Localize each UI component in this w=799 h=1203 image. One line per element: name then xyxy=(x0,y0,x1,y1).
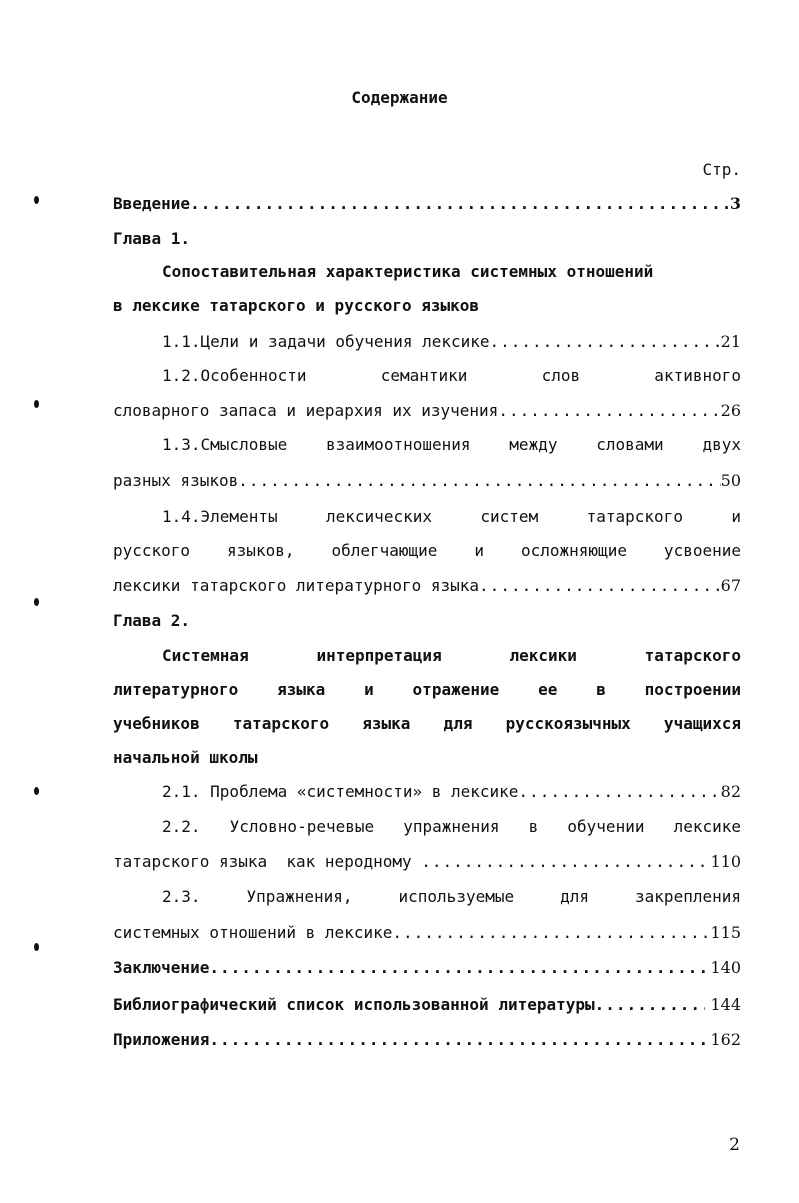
toc-entry-text: 1.1.Цели и задачи обучения лексике xyxy=(162,332,490,351)
chapter1-label: Глава 1. xyxy=(113,229,191,248)
toc-entry-text: Библиографический список использованной литературы xyxy=(113,995,595,1014)
toc-page-number: 144 xyxy=(705,995,741,1014)
toc-entry-text: словарного запаса и иерархия их изучения xyxy=(113,401,499,420)
toc-entry-2-2-line1[interactable]: 2.2. Условно-речевые упражнения в обучении лексике xyxy=(162,817,741,836)
chapter2-label: Глава 2. xyxy=(113,611,191,630)
toc-entry-1-3[interactable] xyxy=(113,469,741,493)
leader-dots xyxy=(498,399,720,423)
toc-page-number: 3 xyxy=(729,194,741,213)
toc-page-number: 21 xyxy=(720,332,741,351)
toc-entry-1-2-line1[interactable]: 1.2.Особенности семантики слов активного xyxy=(162,366,741,385)
leader-dots xyxy=(479,574,721,598)
leader-dots xyxy=(209,956,710,980)
toc-entry-1-4[interactable] xyxy=(113,574,741,598)
toc-entry-2-1[interactable] xyxy=(162,780,741,804)
margin-dot xyxy=(34,400,39,408)
toc-entry-appendix[interactable] xyxy=(113,1028,741,1052)
chapter2-heading-line: начальной школы xyxy=(113,748,258,767)
toc-page-number: 26 xyxy=(720,401,741,420)
toc-entry-conclusion[interactable] xyxy=(113,956,741,980)
toc-page-number: 82 xyxy=(720,782,741,801)
toc-page-number: 115 xyxy=(710,923,741,942)
chapter2-heading-line: учебников татарского языка для русскоязычных учащихся xyxy=(113,714,741,733)
toc-entry-text: лексики татарского литературного языка xyxy=(113,576,480,595)
toc-page-number: 67 xyxy=(720,576,741,595)
leader-dots xyxy=(490,330,721,354)
toc-entry-text: 2.1. Проблема «системности» в лексике xyxy=(162,782,519,801)
toc-entry-2-3-line1[interactable]: 2.3. Упражнения, используемые для закрепления xyxy=(162,887,741,906)
chapter2-heading-line: литературного языка и отражение ее в построении xyxy=(113,680,741,699)
toc-page-number: 110 xyxy=(710,852,741,871)
page-number: 2 xyxy=(729,1135,740,1155)
leader-dots xyxy=(238,469,720,493)
leader-dots xyxy=(595,993,706,1017)
toc-entry-2-2[interactable] xyxy=(113,850,741,874)
toc-entry-text: татарского языка как неродному xyxy=(113,852,422,871)
toc-entry-text: Введение xyxy=(113,194,191,213)
toc-page-number: 50 xyxy=(720,471,741,490)
leader-dots xyxy=(190,192,730,216)
margin-dot xyxy=(34,196,39,204)
toc-entry-text: Приложения xyxy=(113,1030,210,1049)
leader-dots xyxy=(421,850,710,874)
toc-entry-intro[interactable] xyxy=(113,192,741,216)
toc-entry-1-3-line1[interactable]: 1.3.Смысловые взаимоотношения между словами двух xyxy=(162,435,741,454)
leader-dots xyxy=(209,1028,710,1052)
toc-entry-bibliography[interactable] xyxy=(113,993,741,1017)
toc-entry-1-2[interactable] xyxy=(113,399,741,423)
toc-entry-1-1[interactable] xyxy=(162,330,741,354)
chapter2-heading-line: Системная интерпретация лексики татарского xyxy=(162,646,741,665)
page-column-label: Стр. xyxy=(702,160,741,179)
margin-dot xyxy=(34,943,39,951)
toc-page-number: 140 xyxy=(710,958,741,977)
page-title: Содержание xyxy=(351,88,448,107)
toc-entry-text: системных отношений в лексике xyxy=(113,923,393,942)
toc-entry-text: Заключение xyxy=(113,958,210,977)
margin-dot xyxy=(34,787,39,795)
toc-entry-1-4-line2[interactable]: русского языков, облегчающие и осложняющие усвоение xyxy=(113,541,741,560)
leader-dots xyxy=(518,780,720,804)
toc-entry-text: разных языков xyxy=(113,471,239,490)
toc-entry-1-4-line1[interactable]: 1.4.Элементы лексических систем татарского и xyxy=(162,507,741,526)
chapter1-heading-line: Сопоставительная характеристика системных отношений xyxy=(162,262,654,281)
toc-page-number: 162 xyxy=(710,1030,741,1049)
leader-dots xyxy=(392,921,710,945)
toc-entry-2-3[interactable] xyxy=(113,921,741,945)
margin-dot xyxy=(34,598,39,606)
chapter1-heading-line: в лексике татарского и русского языков xyxy=(113,296,480,315)
